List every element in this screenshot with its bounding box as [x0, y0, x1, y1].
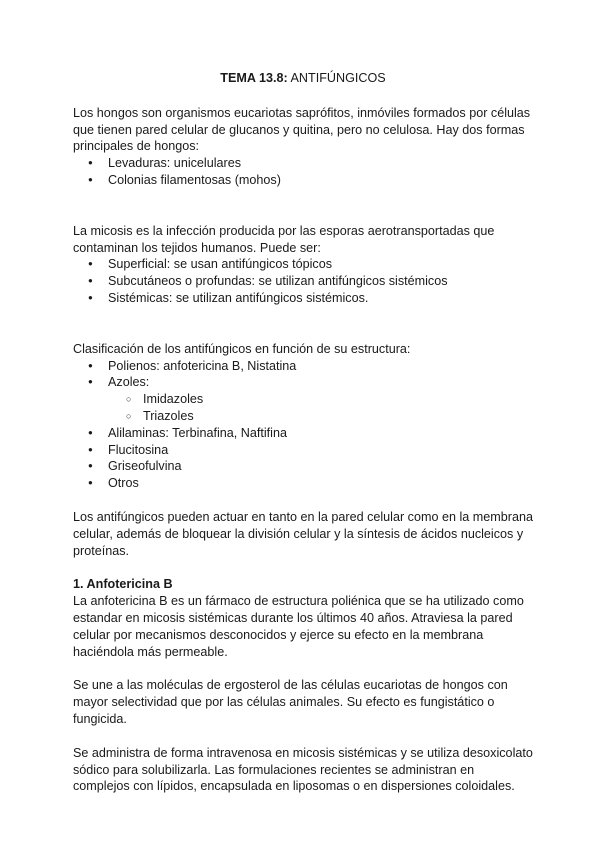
micosis-paragraph: La micosis es la infección producida por las esporas aerotransportadas que contaminan los tejidos humanos. Puede ser:	[73, 223, 495, 255]
section-heading: 1. Anfotericina B	[73, 577, 173, 592]
page-title	[73, 70, 533, 87]
sublist-item: ○ Imidazoles	[73, 391, 533, 408]
list-item: ● Subcutáneos o profundas: se utilizan antifúngicos sistémicos	[73, 273, 533, 290]
list-item: ● Alilaminas: Terbinafina, Naftifina	[73, 425, 533, 442]
azoles-sublist	[108, 391, 533, 425]
fungi-forms-list	[73, 155, 533, 189]
classification-paragraph: Clasificación de los antifúngicos en función de su estructura:	[73, 341, 411, 356]
list-item	[73, 374, 533, 424]
document-page	[73, 70, 533, 795]
azoles-label: Azoles:	[108, 375, 150, 390]
list-item: ● Griseofulvina	[73, 458, 533, 475]
title-text: ANTIFÚNGICOS	[290, 71, 386, 85]
list-item: ● Superficial: se usan antifúngicos tópicos	[73, 256, 533, 273]
list-item: ● Levaduras: unicelulares	[73, 155, 533, 172]
list-item: ● Otros	[73, 475, 533, 492]
anfotericina-paragraph-3: Se administra de forma intravenosa en micosis sistémicas y se utiliza desoxicolato sódico para solubilizarla. Las formulaciones recientes se administran en complejos con lípidos, encapsulada en liposomas o en dispersiones coloidales.	[73, 745, 533, 794]
action-paragraph: Los antifúngicos pueden actuar en tanto en la pared celular como en la membrana celular, además de bloquear la división celular y la síntesis de ácidos nucleicos y proteínas.	[73, 509, 533, 558]
list-item: ● Polienos: anfotericina B, Nistatina	[73, 358, 533, 375]
intro-paragraph: Los hongos son organismos eucariotas saprófitos, inmóviles formados por células que tienen pared celular de glucanos y quitina, pero no celulosa. Hay dos formas principales de hongos:	[73, 105, 531, 154]
title-number: TEMA 13.8:	[220, 71, 288, 85]
list-item: ● Sistémicas: se utilizan antifúngicos sistémicos.	[73, 290, 533, 307]
list-item: ● Flucitosina	[73, 442, 533, 459]
micosis-types-list	[73, 256, 533, 306]
anfotericina-paragraph-2: Se une a las moléculas de ergosterol de las células eucariotas de hongos con mayor selectividad que por las células animales. Su efecto es fungistático o fungicida.	[73, 678, 508, 726]
list-item: ● Colonias filamentosas (mohos)	[73, 172, 533, 189]
anfotericina-paragraph-1: La anfotericina B es un fármaco de estructura poliénica que se ha utilizado como estandar en micosis sistémicas durante los últimos 40 años. Atraviesa la pared celular por mecanismos desconocidos y ejerce su efecto en la membrana haciéndola más permeable.	[73, 594, 524, 659]
classification-list	[73, 358, 533, 492]
sublist-item: ○ Triazoles	[73, 408, 533, 425]
